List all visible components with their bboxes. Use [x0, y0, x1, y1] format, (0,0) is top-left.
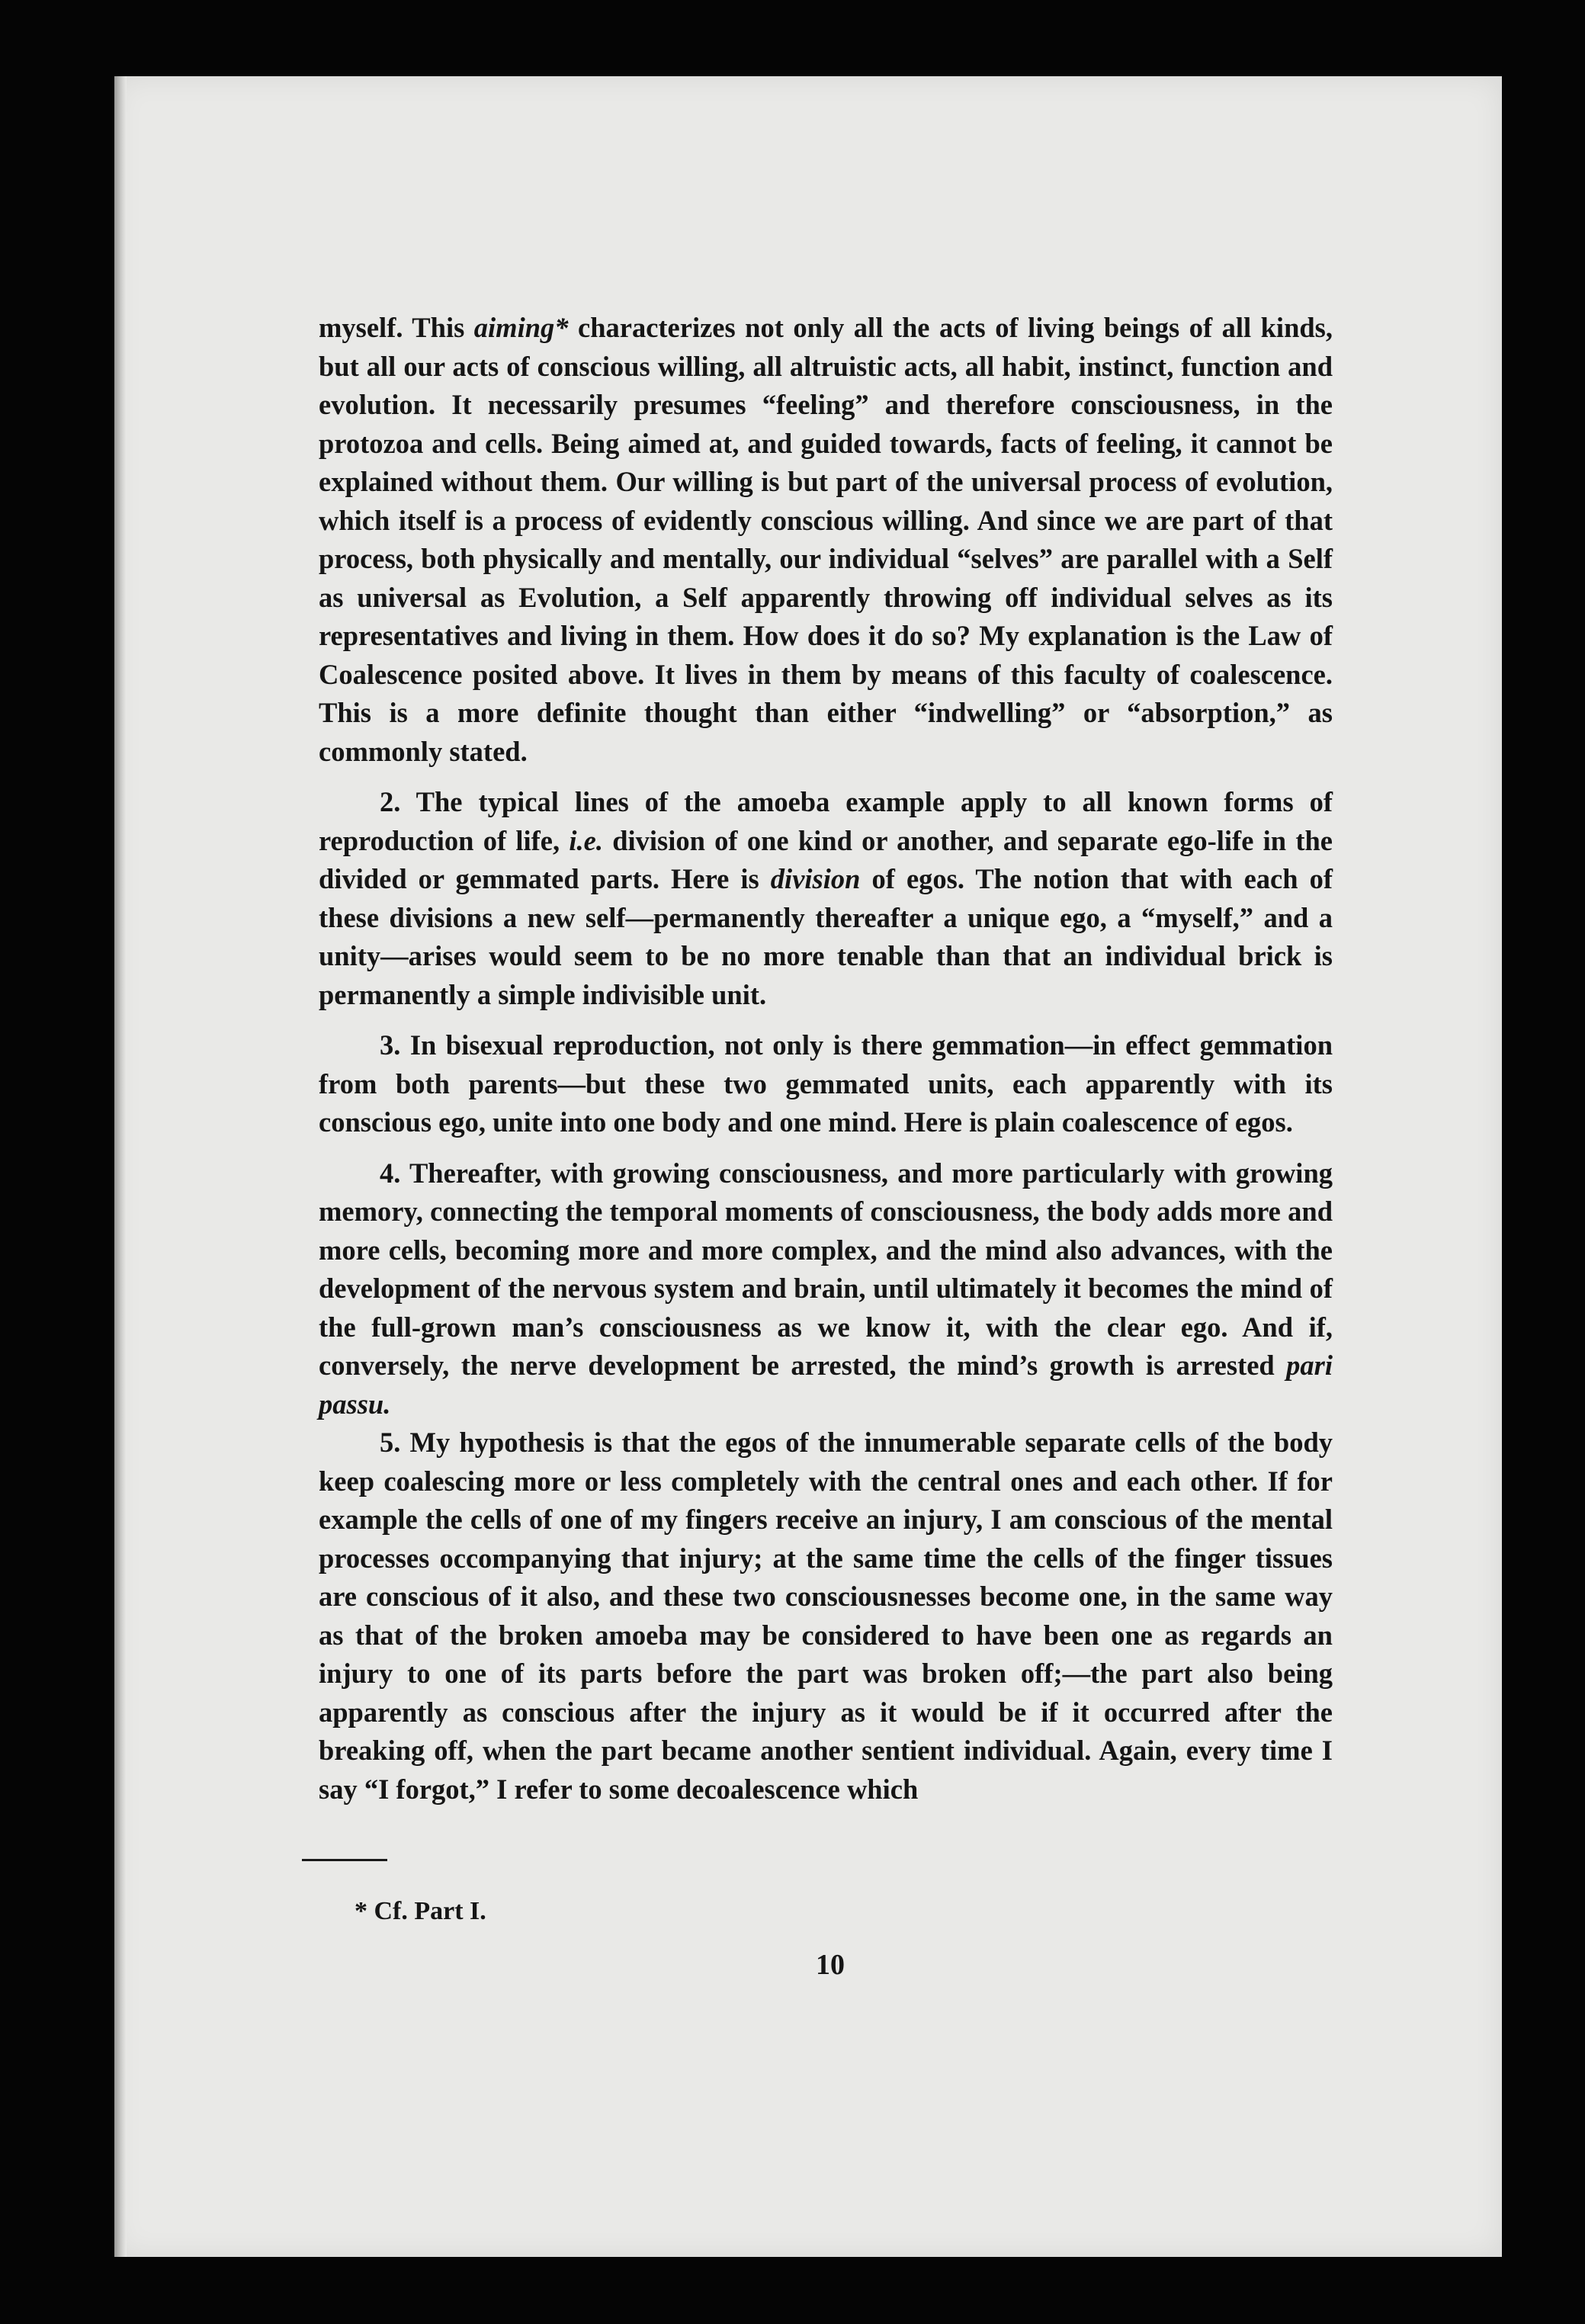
paragraph-2-division — [319, 783, 1333, 1014]
page-number: 10 — [816, 1949, 845, 1981]
body-text — [319, 309, 1333, 1809]
text-run: myself. This — [319, 312, 474, 343]
paragraph-4-growing-consciousness — [319, 1154, 1333, 1424]
italic-phrase: aiming* — [473, 312, 569, 343]
text-run: 4. Thereafter, with growing consciousness, and more particularly with growing memory, connecting the temporal moments of consciousness, the body adds more and more cells, becoming more and more complex, and the mind also advances, with the development of the nervous system and brain, until ultimately it becomes the mind of the full-grown man’s consciousness as we know it, with the clear ego. And if, conversely, the nerve development be arrested, the mind’s growth is arrested — [319, 1157, 1333, 1381]
text-run: characterizes not only all the acts of living beings of all kinds, but all our acts of conscious willing, all altruistic acts, all habit, instinct, function and evolution. It necessarily presumes “feeling” and therefore consciousness, in the protozoa and cells. Being aimed at, and guided towards, facts of feeling, it cannot be explained without them. Our willing is but part of the universal process of evolution, which itself is a process of evidently conscious willing. And since we are part of that process, both physically and mentally, our individual “selves” are parallel with a Self as universal as Evolution, a Self apparently throwing off individual selves as its representatives and living in them. How does it do so? My explanation is the Law of Coalescence posited above. It lives in them by means of this faculty of coalescence. This is a more definite thought than either “indwelling” or “absorption,” as commonly stated. — [319, 312, 1333, 767]
italic-phrase: division — [770, 863, 861, 894]
footnote-rule — [302, 1859, 387, 1861]
italic-phrase: i.e. — [569, 824, 603, 856]
page-binding-edge — [114, 76, 127, 2257]
text-run: division of one kind or another, and separate ego-life in the divided or gemmated parts. Here is — [319, 824, 1333, 894]
footnote: * Cf. Part I. — [355, 1897, 486, 1925]
italic-phrase: pari passu. — [319, 1350, 1333, 1420]
paragraph-3-bisexual-reproduction — [319, 1026, 1333, 1142]
text-run: 5. My hypothesis is that the egos of the innumerable separate cells of the body keep coalescing more or less completely with the central ones and each other. If for example the cells of one of my fingers receive an injury, I am conscious of the mental processes occompanying that injury; at the same time the cells of the finger tissues are conscious of it also, and these two consciousnesses become one, in the same way as that of the broken amoeba may be considered to have been one as regards an injury to one of its parts before the part was broken off;—the part also being apparently as conscious after the injury as it would be if it occurred after the breaking off, when the part became another sentient individual. Again, every time I say “I forgot,” I refer to some decoalescence which — [319, 1427, 1333, 1805]
text-run: 3. In bisexual reproduction, not only is there gemmation—in effect gemmation from both parents—but these two gemmated units, each apparently with its conscious ego, unite into one body and one mind. Here is plain coalescence of egos. — [319, 1029, 1333, 1138]
text-run: of egos. The notion that with each of these divisions a new self—permanently thereafter a unique ego, a “myself,” and a unity—arises would seem to be no more tenable than that an individual brick is permanently a simple indivisible unit. — [319, 863, 1333, 1010]
paragraph-aiming — [319, 309, 1333, 771]
text-run: 2. The typical lines of the amoeba example apply to all known forms of reproduction of life, — [319, 786, 1333, 856]
paragraph-5-hypothesis — [319, 1424, 1333, 1809]
